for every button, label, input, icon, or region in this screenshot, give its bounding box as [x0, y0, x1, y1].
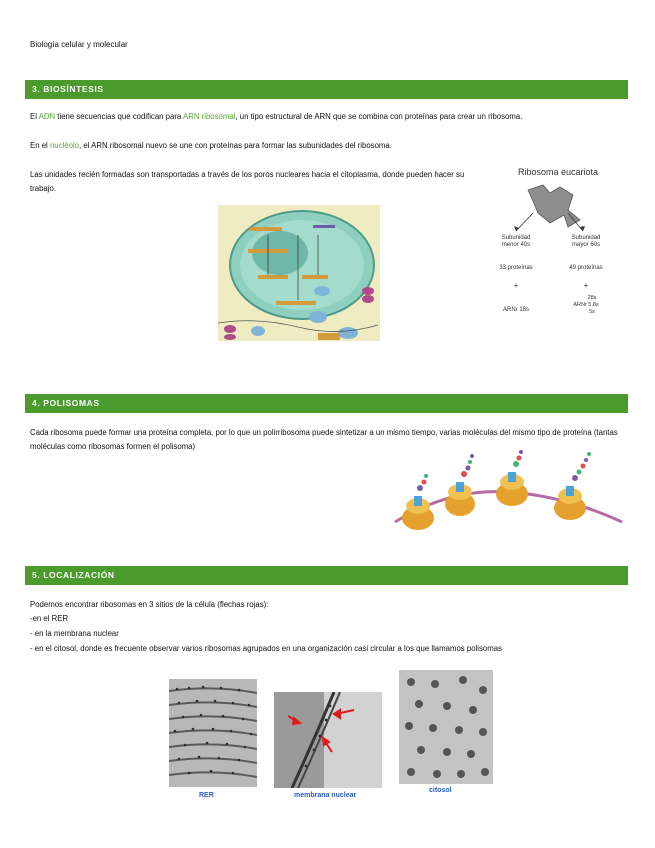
nucleus-biosynthesis-diagram — [218, 205, 380, 341]
term-adn: ADN — [38, 112, 56, 121]
citosol-micrograph — [399, 670, 493, 784]
right-rna-28s: 28s — [587, 295, 597, 301]
text-run: tiene secuencias que codifican para — [55, 112, 184, 121]
left-plus: + — [513, 281, 519, 290]
section-5-item-1: -en el RER — [30, 614, 69, 623]
ribosome-3 — [496, 450, 528, 506]
polisoma-illustration — [390, 448, 626, 538]
right-proteins: 49 proteínas — [569, 265, 603, 271]
left-subunit-label: Subunidad — [501, 235, 531, 241]
ribosome-shape-icon — [528, 185, 580, 227]
rer-micrograph — [169, 679, 257, 787]
term-arn-ribosomal: ARN ribosomal — [183, 112, 236, 121]
text-run: Cada ribosoma puede formar una proteína completa, por lo que un polirribosoma puede sintetizar a un mismo tiempo, varias moléculas del mismo tipo de proteína (tantas moléculas como ribosomas formen el polisoma) — [30, 428, 618, 451]
section-3-paragraph-3: Las unidades recién formadas son transportadas a través de los poros nucleares hacia el citoplasma, donde pueden hacer su trabajo. — [30, 170, 465, 193]
section-3-title: 3. BIOSÍNTESIS — [25, 80, 628, 99]
right-subunit-label: Subunidad — [571, 235, 601, 241]
right-subunit-size: mayor 60s — [571, 242, 601, 248]
section-3-paragraph-2 — [30, 139, 450, 153]
ribosome-2 — [445, 454, 475, 516]
section-5-title: 5. LOCALIZACIÓN — [25, 566, 628, 585]
right-plus: + — [583, 281, 589, 290]
caption-membrana-nuclear: membrana nuclear — [294, 792, 357, 799]
text-run: , un tipo estructural de ARN que se combina con proteínas para crear un ribosoma. — [235, 112, 523, 121]
term-nucleolo: nucléolo — [49, 141, 79, 150]
left-subunit-size: menor 40s — [501, 242, 531, 248]
section-5-intro: Podemos encontrar ribosomas en 3 sitios de la célula (flechas rojas): — [30, 600, 269, 609]
caption-rer: RER — [199, 792, 214, 799]
text-run: En el — [30, 141, 50, 150]
document-header: Biología celular y molecular — [30, 40, 128, 49]
ribosome-4 — [554, 452, 591, 520]
section-4-title: 4. POLISOMAS — [25, 394, 628, 413]
section-5-item-3: - en el citosol, donde es frecuente observar varios ribosomas agrupados en una organización casi circular a los que llamamos polisomas — [30, 644, 502, 653]
ribosome-1 — [402, 474, 434, 530]
membrana-nuclear-micrograph — [274, 692, 382, 788]
ribosome-figure-title: Ribosoma eucariota — [517, 167, 599, 177]
caption-citosol: citosol — [429, 787, 452, 794]
section-3-paragraph-1 — [30, 110, 620, 124]
left-rna: ARNr 18s — [502, 307, 530, 313]
right-rna-5s: 5s — [589, 309, 595, 315]
ribosome-eucariota-figure — [488, 165, 628, 325]
section-5-item-2: - en la membrana nuclear — [30, 629, 119, 638]
right-rna-58s: ARNr 5,8s — [573, 302, 599, 308]
left-proteins: 33 proteínas — [499, 265, 533, 271]
text-run: El — [30, 112, 39, 121]
text-run: , el ARN ribosomal nuevo se une con proteínas para formar las subunidades del ribosoma. — [79, 141, 392, 150]
